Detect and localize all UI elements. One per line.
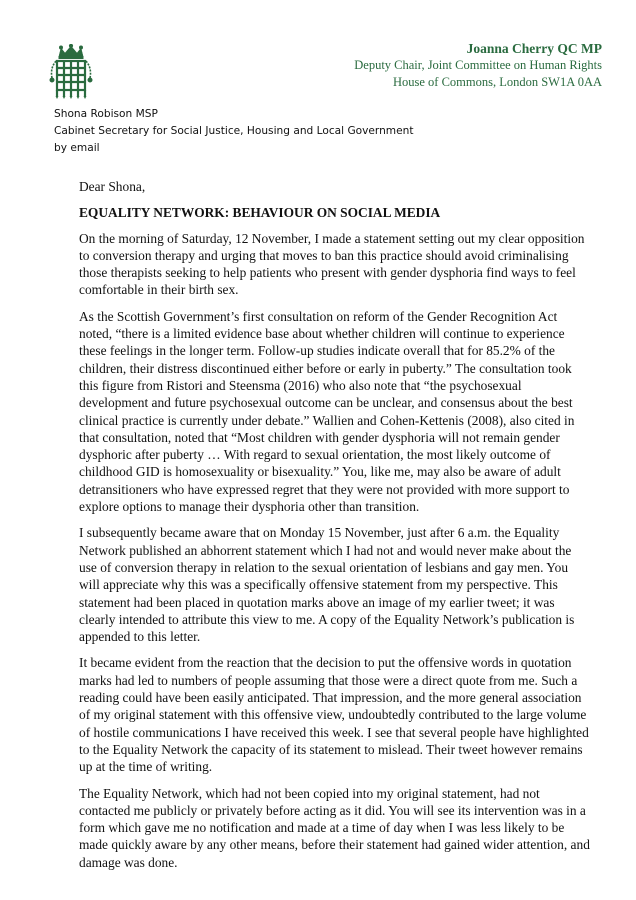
letter-body <box>79 178 591 880</box>
paragraph-4: It became evident from the reaction that the decision to put the offensive words in quotation marks had led to numbers of people assuming that those were a direct quote from me. Such a reading could have been easily anticipated. That impression, and the more general association of my original statement with this offensive view, undoubtedly contributed to the large volume of hostile communications I have received this week. I see that several people have highlighted to the Equality Network the capacity of its statement to mislead. Their tweet however remains up at the time of writing. <box>79 655 589 775</box>
portcullis-crest-icon <box>46 44 96 100</box>
recipient-delivery: by email <box>54 142 100 154</box>
paragraph-5: The Equality Network, which had not been copied into my original statement, had not contacted me publicly or privately before acting as it did. You will see its intervention was in a form which gave me no notification and made at a time of day when I was less likely to be made quickly aware by any other means, before their statement had gained wider attention, and damage was done. <box>79 785 590 870</box>
recipient-block <box>54 106 414 157</box>
paragraph-2: As the Scottish Government’s first consultation on reform of the Gender Recognition Act noted, “there is a limited evidence base about whether children will continue to experience these feelings in the longer term. Follow-up studies indicate overall that for 85.2% of the children, their distress discontinued either before or early in puberty.” The consultation took this figure from Ristori and Steensma (2016) who also note that “the psychosexual development and future psychosexual outcome can be unclear, and consensus about the best clinical practice is currently under debate.” Wallien and Cohen-Kettenis (2008), also cited in that consultation, noted that “Most children with gender dysphoria will not remain gender dysphoric after puberty … With regard to sexual orientation, the most likely outcome of childhood GID is homosexuality or bisexuality.” You, like me, may also be aware of adult detransitioners who have expressed regret that they were not provided with more support to explore options to manage their dysphoria other than transition. <box>79 308 575 515</box>
salutation: Dear Shona, <box>79 179 146 194</box>
recipient-title: Cabinet Secretary for Social Justice, Housing and Local Government <box>54 125 414 137</box>
sender-block <box>354 40 602 91</box>
paragraph-3: I subsequently became aware that on Monday 15 November, just after 6 a.m. the Equality Network published an abhorrent statement which I had not and would never make about the use of conversion therapy in relation to the sexual orientation of lesbians and gay men. You will appreciate why this was a specifically offensive statement from my perspective. This statement had been placed in quotation marks above an image of my earlier tweet; it was clearly intended to attribute this view to me. A copy of the Equality Network’s publication is appended to this letter. <box>79 525 575 645</box>
sender-address: House of Commons, London SW1A 0AA <box>392 75 602 89</box>
paragraph-1: On the morning of Saturday, 12 November, I made a statement setting out my clear opposition to conversion therapy and urging that moves to ban this practice should avoid criminalising those therapists seeking to help patients who present with gender dysphoria find ways to feel comfortable in their birth sex. <box>79 230 585 298</box>
recipient-name: Shona Robison MSP <box>54 108 158 120</box>
sender-role: Deputy Chair, Joint Committee on Human Rights <box>354 58 602 72</box>
subject-line: EQUALITY NETWORK: BEHAVIOUR ON SOCIAL MEDIA <box>79 205 441 221</box>
sender-name: Joanna Cherry QC MP <box>466 41 602 56</box>
